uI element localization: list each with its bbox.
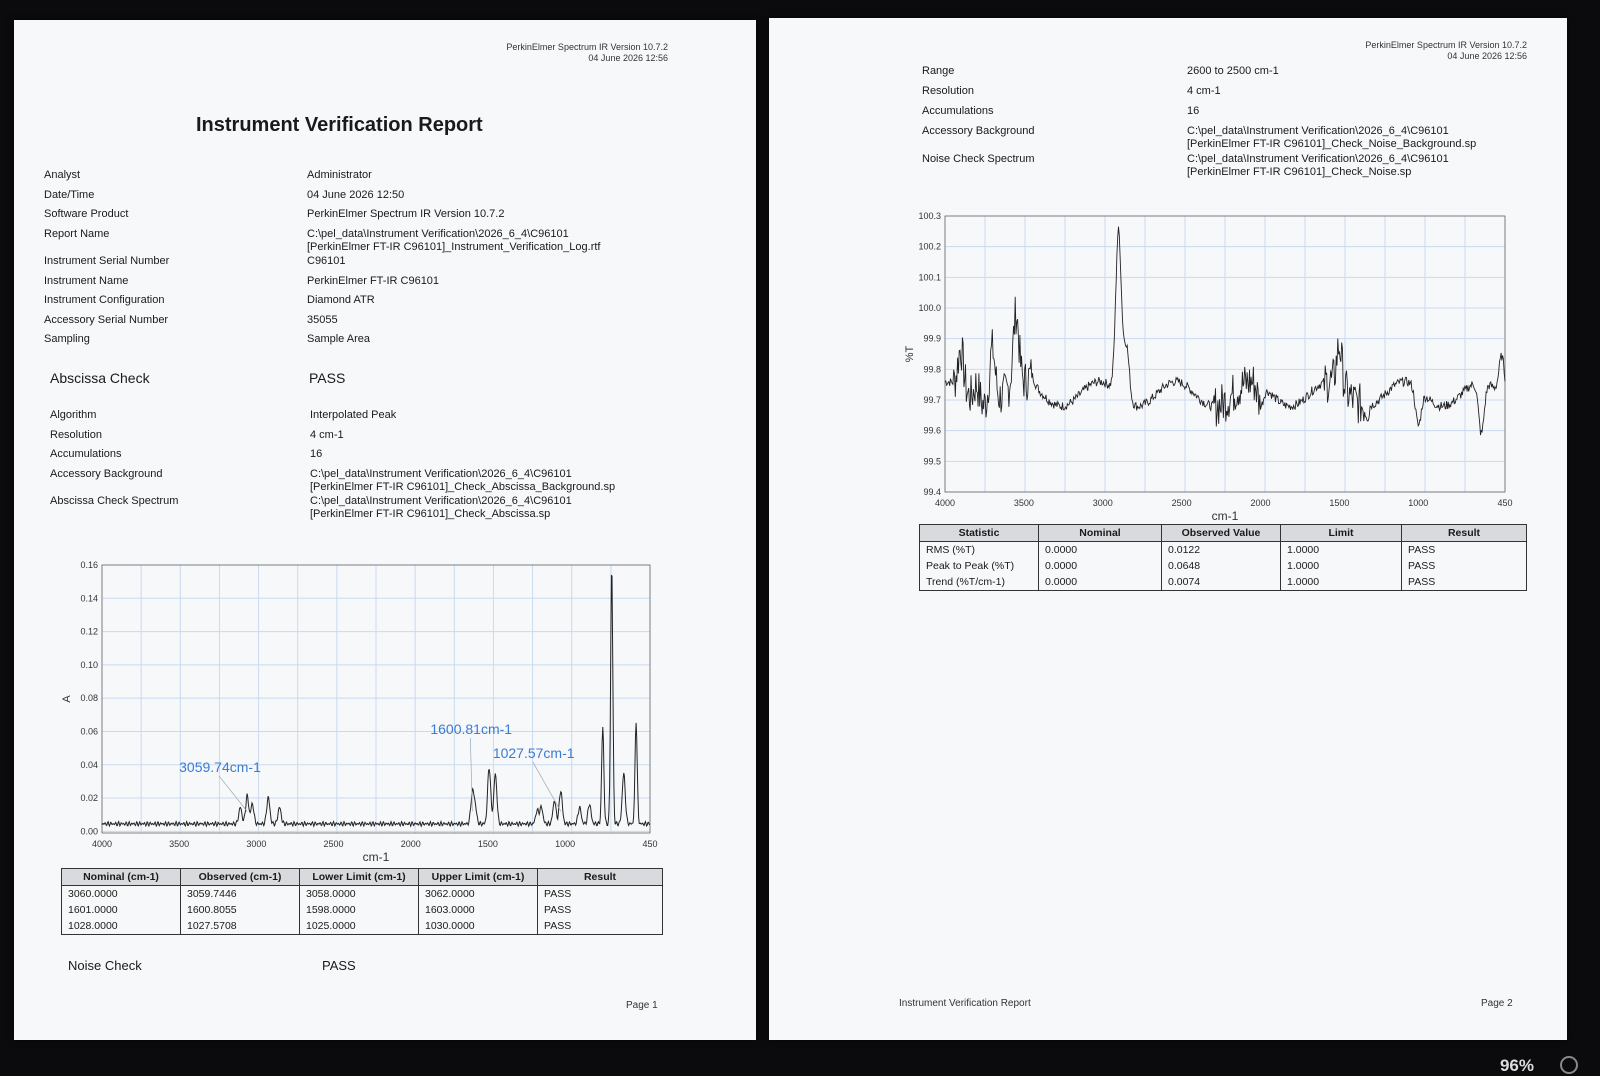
y-tick-label: 0.12 [80,626,98,637]
field-label: Analyst [44,169,81,181]
peak-label: 3059.74cm-1 [179,759,261,776]
table-cell: 1030.0000 [419,918,538,935]
peak-label: 1600.81cm-1 [430,721,513,738]
column-header: Lower Limit (cm-1) [300,869,419,886]
field-label: Resolution [50,428,102,441]
field-value: C:\pel_data\Instrument Verification\2026_6_4\C96101 [310,467,572,480]
y-axis-label: A [61,695,73,703]
table-cell: PASS [538,918,663,935]
x-tick-label: 1000 [555,839,576,849]
table-cell: 3062.0000 [419,886,538,903]
table-cell: PASS [538,902,663,918]
y-tick-label: 0.04 [80,759,98,770]
y-tick-label: 0.14 [80,593,98,604]
report-page-1 [14,20,756,1040]
zoom-level: 96% [1499,1056,1534,1075]
x-axis-label: cm-1 [362,850,390,864]
table-cell: 3059.7446 [181,886,300,903]
field-value: Diamond ATR [307,294,375,306]
peak-label: 1027.57cm-1 [492,745,575,762]
field-value: PerkinElmer Spectrum IR Version 10.7.2 [307,208,505,220]
table-cell: PASS [538,886,663,903]
x-tick-label: 450 [642,839,658,849]
x-axis-label: cm-1 [1211,509,1239,523]
x-tick-label: 2000 [400,839,421,849]
field-value-cont: [PerkinElmer FT-IR C96101]_Check_Abscissa.sp [310,508,551,520]
field-label: Noise Check Spectrum [922,153,1035,165]
column-header: Observed (cm-1) [181,869,300,886]
y-tick-label: 0.00 [80,826,98,837]
y-tick-label: 0.08 [80,693,98,704]
field-label: Algorithm [50,409,97,421]
y-tick-label: 0.16 [80,560,98,570]
field-value: 04 June 2026 12:50 [307,188,405,201]
noise-check-result: PASS [322,958,356,973]
report-page-2 [769,18,1567,1040]
field-value-cont: [PerkinElmer FT-IR C96101]_Instrument_Verification_Log.rtf [307,240,601,253]
x-tick-label: 3500 [1013,498,1034,508]
table-cell: 3060.0000 [62,886,181,903]
y-tick-label: 100.2 [918,241,941,252]
field-value: C:\pel_data\Instrument Verification\2026_6_4\C96101 [1187,125,1449,137]
table-cell: PASS [1402,558,1527,574]
field-value: 16 [1187,105,1200,117]
table-cell: 0.0122 [1162,542,1281,559]
column-header: Nominal (cm-1) [62,869,181,886]
x-tick-label: 1500 [1329,498,1350,508]
field-value: Administrator [307,169,372,181]
y-tick-label: 0.02 [80,793,98,804]
table-cell: 0.0000 [1039,574,1162,591]
field-label: Accumulations [50,448,122,460]
x-tick-label: 3000 [1092,498,1113,508]
table-row [62,902,663,918]
footer-report-title: Instrument Verification Report [899,998,1031,1009]
y-tick-label: 0.10 [80,659,98,670]
table-cell: Trend (%T/cm-1) [920,574,1039,591]
y-tick-label: 100.0 [918,303,941,313]
page-number: Page 1 [626,1000,658,1011]
table-cell: 1598.0000 [300,902,419,918]
header-software: PerkinElmer Spectrum IR Version 10.7.2 [1365,40,1527,50]
field-label: Range [922,65,955,77]
header-date: 04 June 2026 12:56 [1447,51,1527,61]
column-header: Nominal [1039,525,1162,542]
field-label: Instrument Name [44,274,129,287]
x-tick-label: 4000 [934,498,956,508]
noise-spectrum-chart [897,206,1517,526]
field-label: Instrument Serial Number [44,255,170,267]
field-value-cont: [PerkinElmer FT-IR C96101]_Check_Abscissa_Background.sp [310,480,616,493]
field-label: Report Name [44,227,110,240]
table-cell: 1.0000 [1281,574,1402,591]
field-value: 4 cm-1 [310,428,344,441]
abscissa-check-label: Abscissa Check [50,370,150,386]
table-cell: 1.0000 [1281,542,1402,559]
table-cell: 0.0000 [1039,558,1162,574]
noise-check-label: Noise Check [68,958,142,973]
table-row [920,542,1527,559]
column-header: Result [538,869,663,886]
x-tick-label: 4000 [91,839,113,849]
table-cell: Peak to Peak (%T) [920,558,1039,574]
field-label: Accessory Serial Number [44,313,169,326]
field-value: PerkinElmer FT-IR C96101 [307,274,440,287]
table-row [62,918,663,935]
header-software: PerkinElmer Spectrum IR Version 10.7.2 [506,42,668,52]
field-label: Resolution [922,85,974,97]
page-header [1365,40,1527,62]
y-tick-label: 99.6 [923,425,941,436]
x-tick-label: 2000 [1250,498,1271,508]
field-value-cont: [PerkinElmer FT-IR C96101]_Check_Noise.sp [1187,166,1412,178]
y-tick-label: 99.4 [923,487,941,497]
y-tick-label: 99.9 [923,333,941,344]
field-value: C:\pel_data\Instrument Verification\2026_6_4\C96101 [310,495,572,507]
table-cell: 1027.5708 [181,918,300,935]
y-tick-label: 100.1 [918,272,941,283]
zoom-icon[interactable] [1560,1056,1578,1074]
field-value: Interpolated Peak [310,409,397,421]
column-header: Observed Value [1162,525,1281,542]
abscissa-spectrum-chart [54,555,664,865]
field-label: Sampling [44,333,90,345]
table-row [920,558,1527,574]
y-tick-label: 0.06 [80,726,98,737]
table-cell: 3058.0000 [300,886,419,903]
table-cell: 1603.0000 [419,902,538,918]
page-header [506,42,668,64]
table-cell: 0.0000 [1039,542,1162,559]
field-value: C:\pel_data\Instrument Verification\2026_6_4\C96101 [1187,153,1449,165]
peak-leader-line [533,762,561,811]
table-row [920,574,1527,591]
abscissa-results-table [61,868,663,935]
y-axis-label: %T [904,345,916,363]
table-cell: 0.0074 [1162,574,1281,591]
field-value: Sample Area [307,333,370,345]
x-tick-label: 3500 [169,839,190,849]
field-label: Date/Time [44,188,95,201]
page-number: Page 2 [1481,998,1513,1009]
abscissa-check-result: PASS [309,370,346,386]
field-value: C96101 [307,255,346,267]
y-tick-label: 99.5 [923,456,941,467]
field-value: C:\pel_data\Instrument Verification\2026_6_4\C96101 [307,227,569,240]
table-row [62,886,663,903]
table-cell: 1601.0000 [62,902,181,918]
table-cell: RMS (%T) [920,542,1039,559]
field-label: Software Product [44,208,129,220]
x-tick-label: 1500 [477,839,498,849]
field-label: Accessory Background [922,125,1035,137]
field-value: 35055 [307,313,338,326]
x-tick-label: 450 [1497,498,1513,508]
table-cell: 1.0000 [1281,558,1402,574]
table-cell: PASS [1402,542,1527,559]
x-tick-label: 3000 [246,839,267,849]
field-label: Accumulations [922,105,994,117]
column-header: Result [1402,525,1527,542]
y-tick-label: 99.7 [923,395,941,405]
field-label: Accessory Background [50,467,163,480]
column-header: Statistic [920,525,1039,542]
y-tick-label: 100.3 [918,211,941,221]
column-header: Limit [1281,525,1402,542]
field-label: Instrument Configuration [44,294,165,306]
x-tick-label: 2500 [1171,498,1192,508]
x-tick-label: 1000 [1408,498,1429,508]
field-label: Abscissa Check Spectrum [50,495,179,507]
y-tick-label: 99.8 [923,364,941,375]
table-cell: 0.0648 [1162,558,1281,574]
column-header: Upper Limit (cm-1) [419,869,538,886]
noise-results-table [919,524,1527,591]
field-value-cont: [PerkinElmer FT-IR C96101]_Check_Noise_Background.sp [1187,138,1477,150]
field-value: 16 [310,448,323,460]
table-cell: 1028.0000 [62,918,181,935]
report-title: Instrument Verification Report [196,114,483,136]
table-cell: 1600.8055 [181,902,300,918]
table-cell: PASS [1402,574,1527,591]
table-cell: 1025.0000 [300,918,419,935]
x-tick-label: 2500 [323,839,344,849]
header-date: 04 June 2026 12:56 [588,53,668,63]
field-value: 2600 to 2500 cm-1 [1187,65,1279,77]
peak-leader-line [219,776,247,811]
field-value: 4 cm-1 [1187,85,1221,97]
